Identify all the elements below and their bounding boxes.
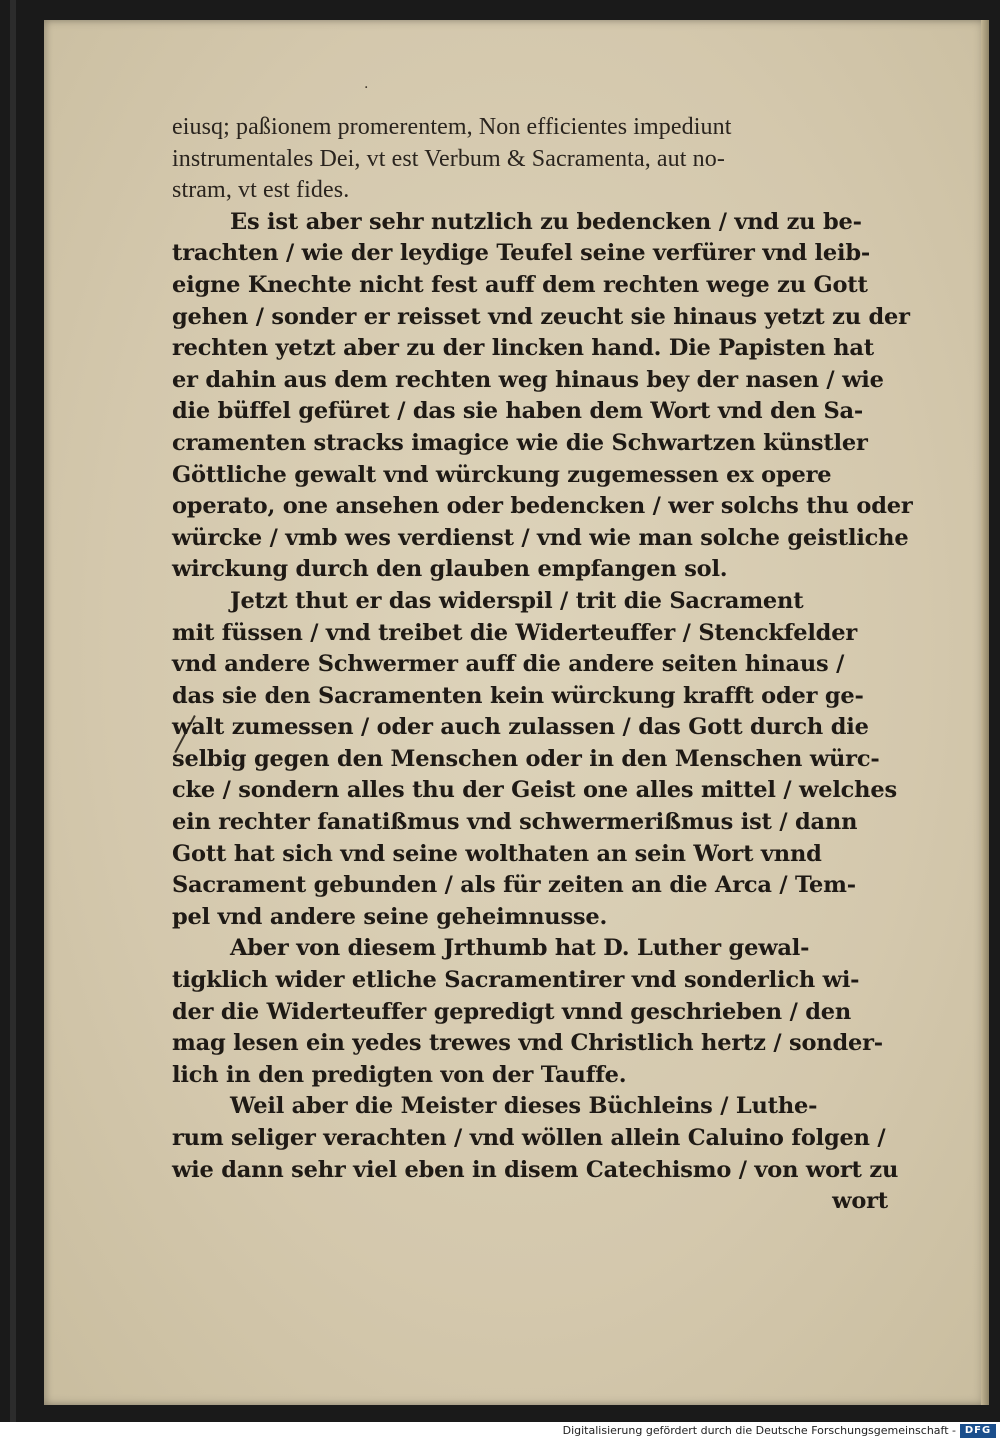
text-line: vnd andere Schwermer auff die andere seiten hinaus / [172,651,845,678]
text-line: Gott hat sich vnd seine wolthaten an sein Wort vnnd [172,840,822,867]
text-line: ein rechter fanatißmus vnd schwermerißmus ist / dann [172,809,858,836]
text-line: mit füssen / vnd treibet die Widerteuffer / Stenckfelder [172,619,857,646]
text-line: walt zumessen / oder auch zulassen / das Gott durch die [172,714,869,741]
footer-bar [0,1422,1000,1441]
text-line: eigne Knechte nicht fest auff dem rechten wege zu Gott [172,271,868,298]
funding-notice: Digitalisierung gefördert durch die Deutsche Forschungsgemeinschaft - [562,1424,956,1437]
text-line: eiusq; paßionem promerentem, Non efficientes impediunt [172,114,732,140]
text-line: lich in den predigten von der Tauffe. [172,1061,627,1088]
text-line: der die Widerteuffer gepredigt vnnd geschrieben / den [172,998,852,1025]
text-line: würcke / vmb wes verdienst / vnd wie man solche geistliche [172,524,909,551]
dfg-logo: DFG [960,1424,996,1438]
text-line: Weil aber die Meister dieses Büchleins / Luthe- [230,1093,818,1120]
page-text [172,112,913,1218]
page-edge [981,20,989,1405]
text-line: die büffel gefüret / das sie haben dem Wort vnd den Sa- [172,398,864,425]
text-line: er dahin aus dem rechten weg hinaus bey der nasen / wie [172,366,884,393]
text-line: rum seliger verachten / vnd wöllen allein Caluino folgen / [172,1125,886,1151]
text-line: stram, vt est fides. [172,177,350,204]
text-line: cke / sondern alles thu der Geist one alles mittel / welches [172,777,897,804]
text-line: Jetzt thut er das widerspil / trit die Sacrament [230,587,804,614]
text-line: tigklich wider etliche Sacramentirer vnd sonderlich wi- [172,967,860,994]
text-line: wort [832,1188,888,1215]
text-line: pel vnd andere seine geheimnusse. [172,903,608,930]
text-line: operato, one ansehen oder bedencken / wer solchs thu oder [172,493,913,520]
text-line: gehen / sonder er reisset vnd zeucht sie hinaus yetzt zu der [172,303,910,330]
text-line: cramenten stracks imagice wie die Schwartzen künstler [172,429,868,456]
text-line: selbig gegen den Menschen oder in den Menschen würc- [172,745,880,772]
text-line: Göttliche gewalt vnd würckung zugemessen ex opere [172,461,832,488]
text-line: Aber von diesem Jrthumb hat D. Luther gewal- [230,935,810,962]
text-line: rechten yetzt aber zu der lincken hand. Die Papisten hat [172,335,874,362]
text-line: trachten / wie der leydige Teufel seine verfürer vnd leib- [172,240,870,267]
text-line: das sie den Sacramenten kein würckung krafft oder ge- [172,682,864,709]
text-line: mag lesen ein yedes trewes vnd Christlich hertz / sonder- [172,1030,883,1057]
text-line: Sacrament gebunden / als für zeiten an die Arca / Tem- [172,872,856,899]
text-line: Es ist aber sehr nutzlich zu bedencken / vnd zu be- [230,208,862,235]
text-line: wirckung durch den glauben empfangen sol. [172,556,728,583]
text-line: instrumentales Dei, vt est Verbum & Sacramenta, aut no- [172,145,725,172]
text-line: wie dann sehr viel eben in disem Catechismo / von wort zu [172,1156,899,1183]
ink-speck: · [364,80,369,96]
